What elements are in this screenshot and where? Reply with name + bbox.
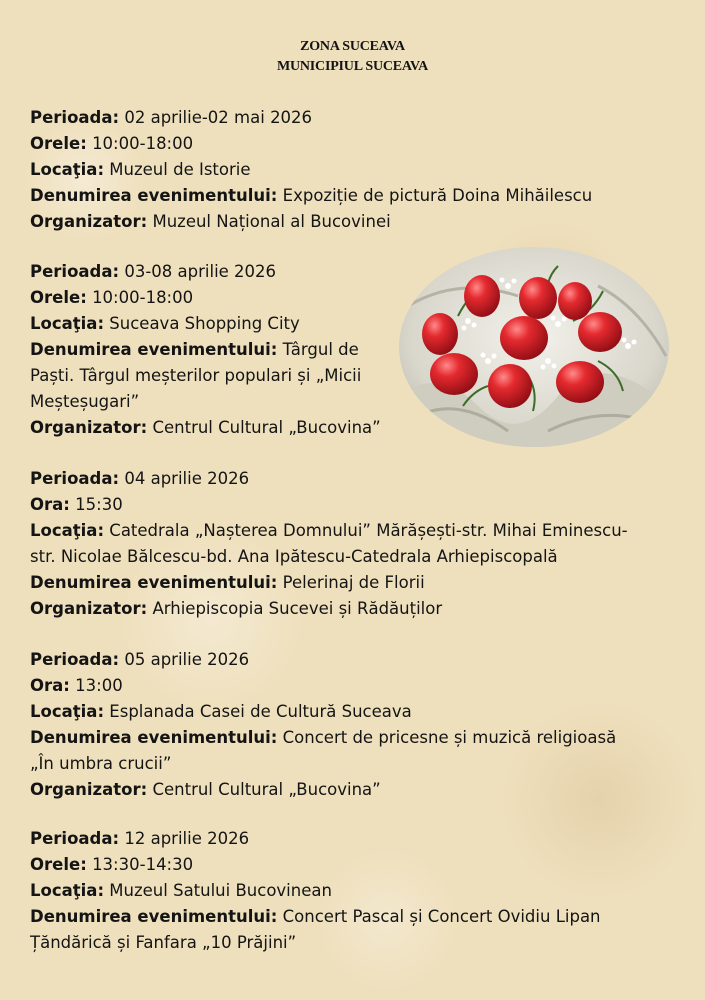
event-name-continuation: Țăndărică și Fanfara „10 Prăjini” <box>30 933 297 952</box>
event-name-label: Denumirea evenimentului: <box>30 573 278 592</box>
organizer-value: Centrul Cultural „Bucovina” <box>152 418 381 437</box>
event-hour <box>30 673 670 699</box>
location-value: Suceava Shopping City <box>109 314 300 333</box>
hour-value: 13:00 <box>75 676 123 695</box>
event-name <box>30 904 670 930</box>
event-name-value-line1: Târgul de <box>282 340 359 359</box>
event-location <box>30 518 670 544</box>
event-name-value: Pelerinaj de Florii <box>282 573 425 592</box>
event-organizer <box>30 209 670 235</box>
period-value: 03-08 aprilie 2026 <box>124 262 277 281</box>
organizer-value: Arhiepiscopia Sucevei și Rădăuților <box>152 599 443 618</box>
event-location <box>30 878 670 904</box>
event-block <box>30 647 670 803</box>
hours-value: 10:00-18:00 <box>92 288 194 307</box>
hours-value: 10:00-18:00 <box>92 134 194 153</box>
hours-label: Orele: <box>30 134 87 153</box>
header-zone-title: ZONA SUCEAVA <box>300 39 405 54</box>
location-value-line1: Catedrala „Nașterea Domnului” Mărășești-str. Mihai Eminescu- <box>109 521 628 540</box>
period-label: Perioada: <box>30 108 120 127</box>
location-value: Muzeul Satului Bucovinean <box>109 881 332 900</box>
period-value: 05 aprilie 2026 <box>124 650 250 669</box>
organizer-label: Organizator: <box>30 212 148 231</box>
event-name-continuation: „În umbra crucii” <box>30 754 172 773</box>
event-block <box>30 105 670 235</box>
organizer-value: Centrul Cultural „Bucovina” <box>152 780 381 799</box>
event-name <box>30 570 670 596</box>
location-label: Locaţia: <box>30 702 105 721</box>
event-name-continuation: Paști. Târgul meșterilor populari și „Micii <box>30 366 362 385</box>
location-continuation: str. Nicolae Bălcescu-bd. Ana Ipătescu-Catedrala Arhiepiscopală <box>30 547 558 566</box>
event-name-label: Denumirea evenimentului: <box>30 186 278 205</box>
event-location <box>30 157 670 183</box>
organizer-label: Organizator: <box>30 780 148 799</box>
event-name <box>30 725 670 751</box>
hour-value: 15:30 <box>75 495 123 514</box>
event-name-value-line1: Concert de pricesne și muzică religioasă <box>282 728 617 747</box>
period-label: Perioada: <box>30 262 120 281</box>
location-label: Locaţia: <box>30 160 105 179</box>
easter-eggs-photo <box>398 246 670 448</box>
hours-value: 13:30-14:30 <box>92 855 194 874</box>
organizer-label: Organizator: <box>30 418 148 437</box>
event-period <box>30 826 670 852</box>
event-block <box>30 826 670 956</box>
hours-label: Orele: <box>30 288 87 307</box>
hours-label: Orele: <box>30 855 87 874</box>
header-municipality-title: MUNICIPIUL SUCEAVA <box>276 59 429 74</box>
event-period <box>30 105 670 131</box>
event-name-label: Denumirea evenimentului: <box>30 907 278 926</box>
event-name-continuation: Meșteșugari” <box>30 392 140 411</box>
event-organizer <box>30 596 670 622</box>
hour-label: Ora: <box>30 676 70 695</box>
event-period <box>30 466 670 492</box>
event-name-label: Denumirea evenimentului: <box>30 728 278 747</box>
event-period <box>30 647 670 673</box>
location-value: Muzeul de Istorie <box>109 160 251 179</box>
event-name-value: Expoziție de pictură Doina Mihăilescu <box>282 186 593 205</box>
event-name <box>30 183 670 209</box>
event-block <box>30 466 670 622</box>
event-hours <box>30 131 670 157</box>
location-label: Locaţia: <box>30 314 105 333</box>
event-location <box>30 699 670 725</box>
period-label: Perioada: <box>30 650 120 669</box>
period-label: Perioada: <box>30 469 120 488</box>
hour-label: Ora: <box>30 495 70 514</box>
period-label: Perioada: <box>30 829 120 848</box>
organizer-value: Muzeul Național al Bucovinei <box>152 212 391 231</box>
location-label: Locaţia: <box>30 881 105 900</box>
location-value: Esplanada Casei de Cultură Suceava <box>109 702 412 721</box>
period-value: 02 aprilie-02 mai 2026 <box>124 108 313 127</box>
period-value: 12 aprilie 2026 <box>124 829 250 848</box>
period-value: 04 aprilie 2026 <box>124 469 250 488</box>
event-name-value-line1: Concert Pascal și Concert Ovidiu Lipan <box>282 907 601 926</box>
location-label: Locaţia: <box>30 521 105 540</box>
event-hours <box>30 852 670 878</box>
event-organizer <box>30 777 670 803</box>
organizer-label: Organizator: <box>30 599 148 618</box>
document-header <box>0 37 705 77</box>
event-hour <box>30 492 670 518</box>
event-name-label: Denumirea evenimentului: <box>30 340 278 359</box>
